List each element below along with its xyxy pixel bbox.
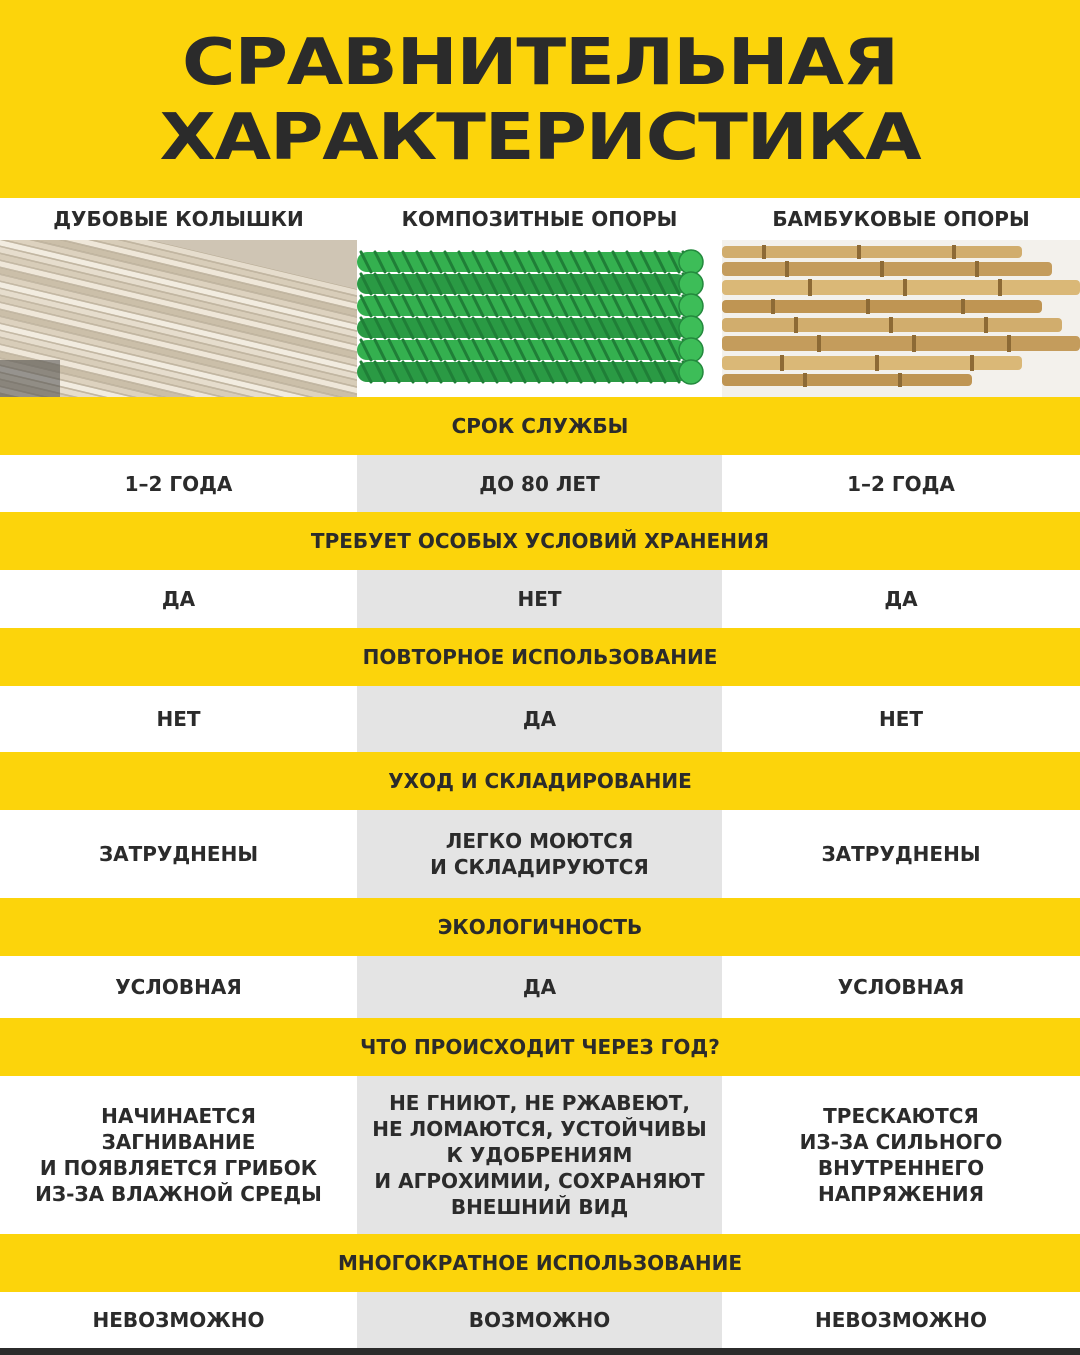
bottom-rule — [0, 1348, 1080, 1355]
page-title-line-1: СРАВНИТЕЛЬНАЯ — [182, 26, 898, 100]
value-bamboo-after-year: ТРЕСКАЮТСЯ ИЗ-ЗА СИЛЬНОГО ВНУТРЕННЕГО НАПРЯЖЕНИЯ — [799, 1104, 1003, 1206]
value-composite-after-year: НЕ ГНИЮТ, НЕ РЖАВЕЮТ, НЕ ЛОМАЮТСЯ, УСТОЙЧИВЫ К УДОБРЕНИЯМ И АГРОХИМИИ, СОХРАНЯЮТ ВНЕШНИЙ ВИД — [357, 1076, 722, 1234]
oak-stakes-illustration — [0, 240, 357, 397]
criterion-eco-friendliness: ЭКОЛОГИЧНОСТЬ — [0, 898, 1080, 956]
column-header-composite: КОМПОЗИТНЫЕ ОПОРЫ — [401, 207, 678, 231]
value-bamboo-lifespan: 1–2 ГОДА — [847, 471, 955, 496]
value-composite-eco: ДА — [357, 956, 722, 1018]
column-header-bamboo: БАМБУКОВЫЕ ОПОРЫ — [772, 207, 1030, 231]
value-oak-reuse: НЕТ — [156, 707, 201, 731]
criterion-reuse: ПОВТОРНОЕ ИСПОЛЬЗОВАНИЕ — [0, 628, 1080, 686]
value-composite-storage: НЕТ — [357, 570, 722, 628]
value-oak-after-year: НАЧИНАЕТСЯ ЗАГНИВАНИЕ И ПОЯВЛЯЕТСЯ ГРИБОК ИЗ-ЗА ВЛАЖНОЙ СРЕДЫ — [35, 1104, 322, 1206]
bamboo-supports-photo — [722, 240, 1080, 397]
value-composite-reuse: ДА — [357, 686, 722, 752]
value-oak-care: ЗАТРУДНЕНЫ — [98, 842, 259, 866]
value-bamboo-reuse: НЕТ — [878, 707, 924, 731]
criterion-lifespan: СРОК СЛУЖБЫ — [0, 397, 1080, 455]
page-title-line-2: ХАРАКТЕРИСТИКА — [159, 101, 921, 175]
value-composite-multiple-use: ВОЗМОЖНО — [357, 1292, 722, 1348]
value-bamboo-eco: УСЛОВНАЯ — [837, 975, 965, 999]
header-banner — [0, 0, 1080, 198]
criterion-multiple-use: МНОГОКРАТНОЕ ИСПОЛЬЗОВАНИЕ — [0, 1234, 1080, 1292]
column-header-oak: ДУБОВЫЕ КОЛЫШКИ — [53, 207, 304, 231]
composite-supports-illustration — [357, 240, 722, 397]
criterion-storage-conditions: ТРЕБУЕТ ОСОБЫХ УСЛОВИЙ ХРАНЕНИЯ — [0, 512, 1080, 570]
criterion-care-storage: УХОД И СКЛАДИРОВАНИЕ — [0, 752, 1080, 810]
value-oak-multiple-use: НЕВОЗМОЖНО — [92, 1308, 265, 1332]
composite-supports-photo — [357, 240, 722, 397]
bamboo-supports-illustration — [722, 240, 1080, 397]
criterion-after-one-year: ЧТО ПРОИСХОДИТ ЧЕРЕЗ ГОД? — [0, 1018, 1080, 1076]
value-composite-lifespan: ДО 80 ЛЕТ — [357, 455, 722, 512]
value-oak-eco: УСЛОВНАЯ — [115, 975, 242, 999]
value-bamboo-multiple-use: НЕВОЗМОЖНО — [815, 1308, 987, 1332]
value-oak-lifespan: 1–2 ГОДА — [124, 471, 233, 496]
value-composite-care: ЛЕГКО МОЮТСЯ И СКЛАДИРУЮТСЯ — [357, 810, 722, 898]
oak-stakes-photo — [0, 240, 357, 397]
value-bamboo-storage: ДА — [884, 587, 918, 611]
value-oak-storage: ДА — [161, 587, 196, 611]
value-bamboo-care: ЗАТРУДНЕНЫ — [821, 842, 981, 866]
